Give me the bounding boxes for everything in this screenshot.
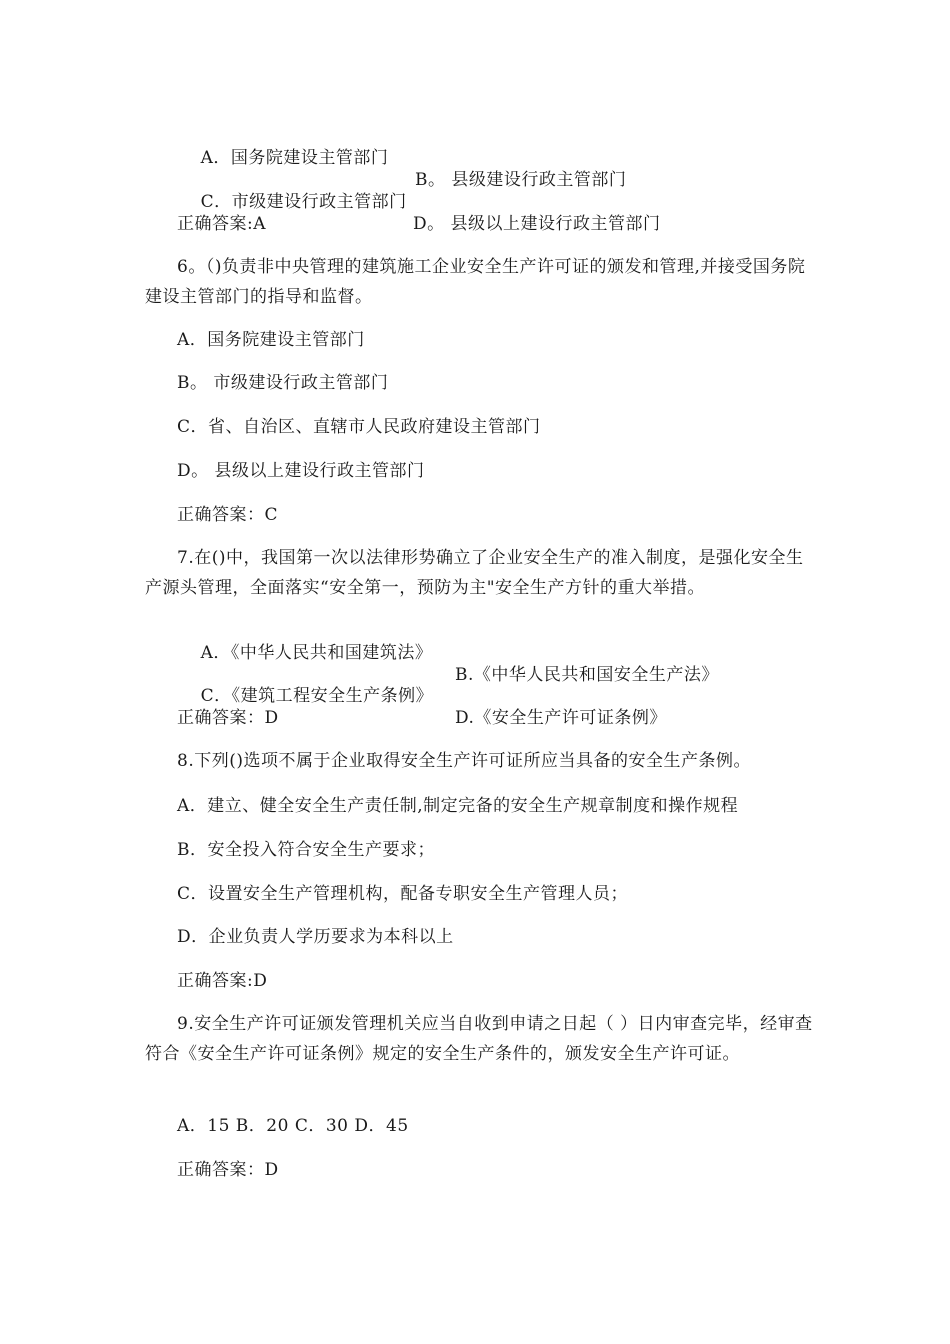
q5-option-d: D。 县级以上建设行政主管部门 xyxy=(413,214,661,234)
q6-option-d: D。 县级以上建设行政主管部门 xyxy=(177,461,425,481)
q8-option-c: C．设置安全生产管理机构，配备专职安全生产管理人员； xyxy=(177,884,629,904)
q8-option-a: A．建立、健全安全生产责任制,制定完备的安全生产规章制度和操作规程 xyxy=(177,796,739,816)
q5-option-a: A．国务院建设主管部门 xyxy=(200,148,389,168)
q7-option-c: C．《建筑工程安全生产条例》 xyxy=(200,686,434,706)
q7-option-d: D.《安全生产许可证条例》 xyxy=(455,708,667,728)
q8-option-d: D．企业负责人学历要求为本科以上 xyxy=(177,927,454,947)
q8-option-b: B．安全投入符合安全生产要求； xyxy=(177,840,435,860)
q9-options: A．15 B．20 C．30 D．45 xyxy=(177,1116,409,1136)
q6-answer: 正确答案：C xyxy=(177,505,279,525)
q7-answer: 正确答案：D xyxy=(177,708,279,728)
q6-option-c: C．省、自治区、直辖市人民政府建设主管部门 xyxy=(177,417,541,437)
q5-option-b: B。 县级建设行政主管部门 xyxy=(415,170,627,190)
q8-answer: 正确答案:D xyxy=(177,971,268,991)
q7-option-b: B.《中华人民共和国安全生产法》 xyxy=(455,665,719,685)
q5-answer: 正确答案:A xyxy=(177,214,267,234)
q6-stem: 6。（)负责非中央管理的建筑施工企业安全生产许可证的颁发和管理,并接受国务院建设主管部门的指导和监督。 xyxy=(145,257,806,307)
q9-answer: 正确答案：D xyxy=(177,1160,279,1180)
q6-option-b: B。 市级建设行政主管部门 xyxy=(177,373,389,393)
q7-stem: 7.在()中，我国第一次以法律形势确立了企业安全生产的准入制度，是强化安全生产源头管理，全面落实“安全第一，预防为主"安全生产方针的重大举措。 xyxy=(145,548,804,598)
q7-option-a: A．《中华人民共和国建筑法》 xyxy=(200,643,433,663)
q8-stem: 8.下列()选项不属于企业取得安全生产许可证所应当具备的安全生产条例。 xyxy=(177,751,751,771)
q5-option-c: C．市级建设行政主管部门 xyxy=(200,192,407,212)
q6-option-a: A．国务院建设主管部门 xyxy=(177,330,365,350)
q9-stem: 9.安全生产许可证颁发管理机关应当自收到申请之日起（ ）日内审查完毕，经审查符合《安全生产许可证条例》规定的安全生产条件的，颁发安全生产许可证。 xyxy=(145,1014,813,1064)
